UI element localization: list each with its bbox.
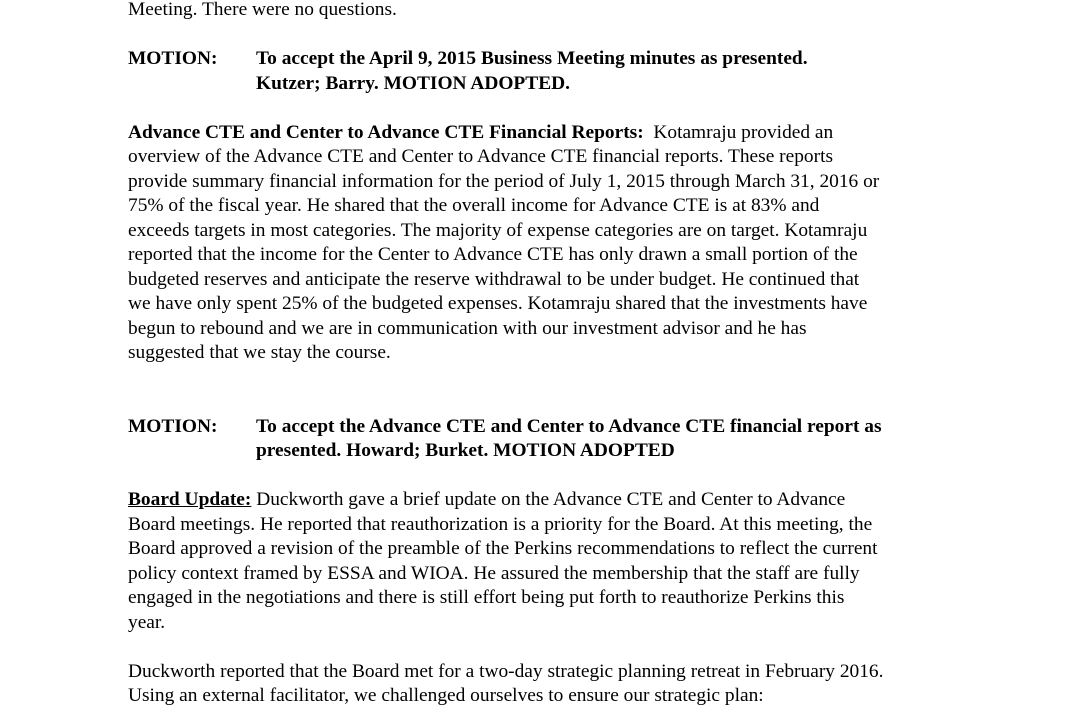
text-line (128, 121, 988, 146)
text-span: Duckworth gave a brief update on the Advance CTE and Center to Advance (251, 489, 846, 510)
board-update-heading: Board Update: (128, 489, 252, 510)
text-line: suggested that we stay the course. (128, 342, 391, 363)
text-line: begun to rebound and we are in communication with our investment advisor and he has (128, 317, 807, 339)
financial-reports-paragraph (128, 121, 988, 366)
board-update-paragraph (128, 488, 988, 635)
text-line: presented. Howard; Burket. MOTION ADOPTED (256, 440, 675, 461)
motion-text (256, 415, 882, 464)
text-line: Board meetings. He reported that reauthorization is a priority for the Board. At this meeting, the (128, 513, 873, 535)
text-span: Kotamraju provided an (643, 121, 834, 143)
text-line: budgeted reserves and anticipate the reserve withdrawal to be under budget. He continued that (128, 268, 860, 290)
text-line: To accept the April 9, 2015 Business Meeting minutes as presented. (256, 48, 808, 69)
motion-label: MOTION: (128, 415, 218, 437)
text-line: we have only spent 25% of the budgeted expenses. Kotamraju shared that the investments have (128, 293, 868, 314)
text-line: reported that the income for the Center to Advance CTE has only drawn a small portion of the (128, 244, 858, 265)
text-line: engaged in the negotiations and there is still effort being put forth to reauthorize Perkins this (128, 587, 845, 608)
text-line: overview of the Advance CTE and Center to Advance CTE financial reports. These reports (128, 146, 834, 167)
text-line: year. (128, 611, 166, 633)
text-line: Duckworth reported that the Board met for a two-day strategic planning retreat in February 2016. (128, 660, 884, 682)
motion-label: MOTION: (128, 48, 218, 69)
document-page (128, 0, 988, 709)
motion-2 (128, 415, 988, 464)
intro-paragraph (128, 0, 988, 23)
text-line: Board approved a revision of the preamble of the Perkins recommendations to reflect the current (128, 538, 878, 559)
text-line: Using an external facilitator, we challenged ourselves to ensure our strategic plan: (128, 685, 764, 706)
text-line: exceeds targets in most categories. The majority of expense categories are on target. Kotamraju (128, 219, 868, 241)
financial-reports-heading: Advance CTE and Center to Advance CTE Financial Reports: (128, 121, 644, 143)
strategic-retreat-paragraph (128, 660, 988, 709)
text-line: Kutzer; Barry. MOTION ADOPTED. (256, 72, 570, 94)
motion-text (256, 47, 808, 96)
text-line: policy context framed by ESSA and WIOA. He assured the membership that the staff are fully (128, 562, 860, 584)
text-line (128, 488, 988, 513)
text-line: To accept the Advance CTE and Center to Advance CTE financial report as (256, 415, 882, 437)
motion-1 (128, 47, 988, 96)
text-line: 75% of the fiscal year. He shared that the overall income for Advance CTE is at 83% and (128, 195, 820, 216)
text-line: Meeting. There were no questions. (128, 0, 397, 20)
text-line: provide summary financial information for the period of July 1, 2015 through March 31, 2016 or (128, 170, 880, 192)
